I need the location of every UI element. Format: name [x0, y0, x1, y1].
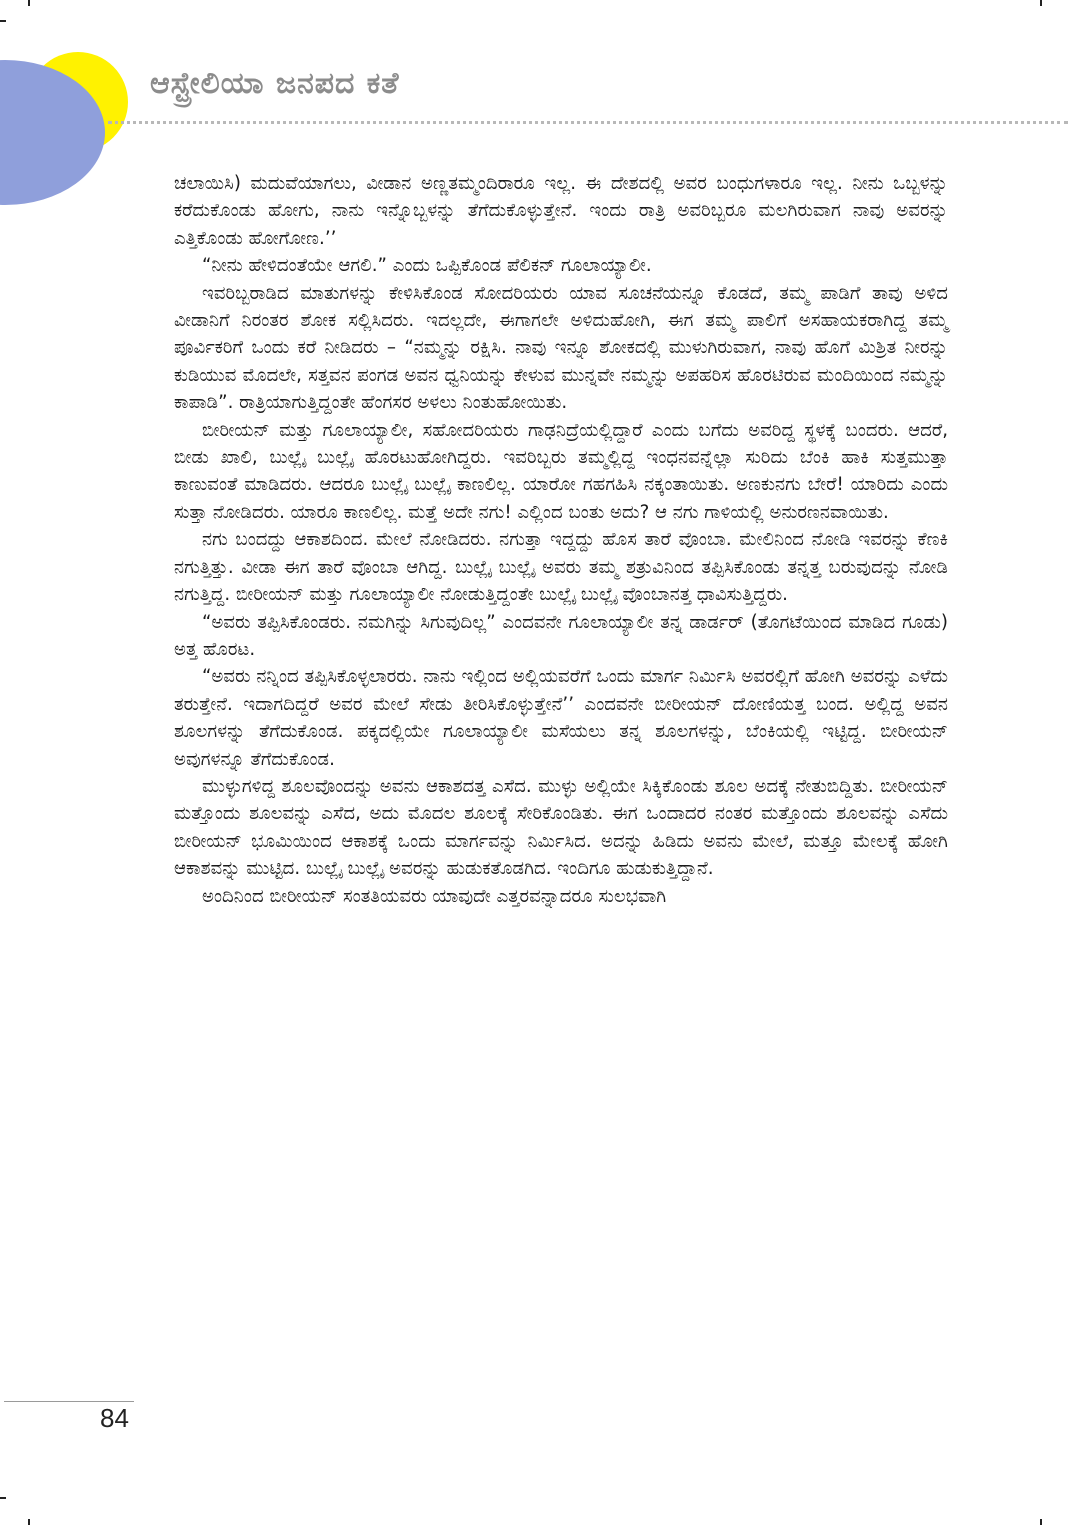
running-header-title: ಆಸ್ಟ್ರೇಲಿಯಾ ಜನಪದ ಕತೆ: [150, 66, 400, 101]
paragraph-5: ನಗು ಬಂದದ್ದು ಆಕಾಶದಿಂದ. ಮೇಲೆ ನೋಡಿದರು. ನಗುತ್ತಾ ಇದ್ದದ್ದು ಹೊಸ ತಾರೆ ವೊಂಬಾ. ಮೇಲಿನಿಂದ ನೋಡಿ ಇವರನ್ನು ಕೆಣಕಿ ನಗುತ್ತಿತ್ತು. ವೀಡಾ ಈಗ ತಾರೆ ವೊಂಬಾ ಆಗಿದ್ದ. ಬುಲ್ಲೈ ಬುಲ್ಲೈ ಅವರು ತಮ್ಮ ಶತ್ರುವಿನಿಂದ ತಪ್ಪಿಸಿಕೊಂಡು ತನ್ನತ್ತ ಬರುವುದನ್ನು ನೋಡಿ ನಗುತ್ತಿದ್ದ. ಬೀರೀಯನ್ ಮತ್ತು ಗೂಲಾಯ್ಯಾಲೀ ನೋಡುತ್ತಿದ್ದಂತೇ ಬುಲ್ಲೈ ಬುಲ್ಲೈ ವೊಂಬಾನತ್ತ ಧಾವಿಸುತ್ತಿದ್ದರು.: [174, 529, 948, 606]
body-text: [174, 170, 948, 910]
header-dotted-rule: [108, 121, 1068, 124]
paragraph-4: ಬೀರೀಯನ್ ಮತ್ತು ಗೂಲಾಯ್ಯಾಲೀ, ಸಹೋದರಿಯರು ಗಾಢನಿದ್ರೆಯಲ್ಲಿದ್ದಾರೆ ಎಂದು ಬಗೆದು ಅವರಿದ್ದ ಸ್ಥಳಕ್ಕೆ ಬಂದರು. ಆದರೆ, ಬೀಡು ಖಾಲಿ, ಬುಲ್ಲೈ ಬುಲ್ಲೈ ಹೊರಟುಹೋಗಿದ್ದರು. ಇವರಿಬ್ಬರು ತಮ್ಮಲ್ಲಿದ್ದ ಇಂಧನವನ್ನೆಲ್ಲಾ ಸುರಿದು ಬೆಂಕಿ ಹಾಕಿ ಸುತ್ತಮುತ್ತಾ ಕಾಣುವಂತೆ ಮಾಡಿದರು. ಆದರೂ ಬುಲ್ಲೈ ಬುಲ್ಲೈ ಕಾಣಲಿಲ್ಲ. ಯಾರೋ ಗಹಗಹಿಸಿ ನಕ್ಕಂತಾಯಿತು. ಅಣಕುನಗು ಬೇರೆ! ಯಾರಿದು ಎಂದು ಸುತ್ತಾ ನೋಡಿದರು. ಯಾರೂ ಕಾಣಲಿಲ್ಲ. ಮತ್ತೆ ಅದೇ ನಗು! ಎಲ್ಲಿಂದ ಬಂತು ಅದು? ಆ ನಗು ಗಾಳಿಯಲ್ಲಿ ಅನುರಣನವಾಯಿತು.: [174, 419, 949, 523]
crop-mark-top-right: [1040, 0, 1042, 6]
paragraph-3: ಇವರಿಬ್ಬರಾಡಿದ ಮಾತುಗಳನ್ನು ಕೇಳಿಸಿಕೊಂಡ ಸೋದರಿಯರು ಯಾವ ಸೂಚನೆಯನ್ನೂ ಕೊಡದೆ, ತಮ್ಮ ಪಾಡಿಗೆ ತಾವು ಅಳಿದ ವೀಡಾನಿಗೆ ನಿರಂತರ ಶೋಕ ಸಲ್ಲಿಸಿದರು. ಇದಲ್ಲದೇ, ಈಗಾಗಲೇ ಅಳಿದುಹೋಗಿ, ಈಗ ತಮ್ಮ ಪಾಲಿಗೆ ಅಸಹಾಯಕರಾಗಿದ್ದ ತಮ್ಮ ಪೂರ್ವಿಕರಿಗೆ ಒಂದು ಕರೆ ನೀಡಿದರು – “ನಮ್ಮನ್ನು ರಕ್ಷಿಸಿ. ನಾವು ಇನ್ನೂ ಶೋಕದಲ್ಲಿ ಮುಳುಗಿರುವಾಗ, ನಾವು ಹೊಗೆ ಮಿಶ್ರಿತ ನೀರನ್ನು ಕುಡಿಯುವ ಮೊದಲೇ, ಸತ್ತವನ ಪಂಗಡ ಅವನ ಧ್ವನಿಯನ್ನು ಕೇಳುವ ಮುನ್ನವೇ ನಮ್ಮನ್ನು ಅಪಹರಿಸ ಹೊರಟಿರುವ ಮಂದಿಯಿಂದ ನಮ್ಮನ್ನು ಕಾಪಾಡಿ”. ರಾತ್ರಿಯಾಗುತ್ತಿದ್ದಂತೇ ಹೆಂಗಸರ ಅಳಲು ನಿಂತುಹೋಯಿತು.: [174, 282, 948, 414]
crop-mark-left-lower: [0, 1497, 6, 1499]
crop-mark-bottom-right: [1040, 1519, 1042, 1525]
paragraph-9: ಅಂದಿನಿಂದ ಬೀರೀಯನ್ ಸಂತತಿಯವರು ಯಾವುದೇ ಎತ್ತರವನ್ನಾದರೂ ಸುಲಭವಾಗಿ: [202, 885, 667, 907]
paragraph-6: “ಅವರು ತಪ್ಪಿಸಿಕೊಂಡರು. ನಮಗಿನ್ನು ಸಿಗುವುದಿಲ್ಲ” ಎಂದವನೇ ಗೂಲಾಯ್ಯಾಲೀ ತನ್ನ ಡಾರ್ಡರ್ (ತೊಗಟೆಯಿಂದ ಮಾಡಿದ ಗೂಡು) ಅತ್ತ ಹೊರಟ.: [174, 611, 948, 660]
crop-mark-left-upper: [0, 20, 6, 22]
crop-mark-top-left: [28, 0, 30, 6]
footer-rule: [4, 1401, 134, 1402]
paragraph-8: ಮುಳ್ಳುಗಳಿದ್ದ ಶೂಲವೊಂದನ್ನು ಅವನು ಆಕಾಶದತ್ತ ಎಸೆದ. ಮುಳ್ಳು ಅಲ್ಲಿಯೇ ಸಿಕ್ಕಿಕೊಂಡು ಶೂಲ ಅದಕ್ಕೆ ನೇತುಬಿದ್ದಿತು. ಬೀರೀಯನ್ ಮತ್ತೊಂದು ಶೂಲವನ್ನು ಎಸೆದ, ಅದು ಮೊದಲ ಶೂಲಕ್ಕೆ ಸೇರಿಕೊಂಡಿತು. ಈಗ ಒಂದಾದರ ನಂತರ ಮತ್ತೊಂದು ಶೂಲವನ್ನು ಎಸೆದು ಬೀರೀಯನ್ ಭೂಮಿಯಿಂದ ಆಕಾಶಕ್ಕೆ ಒಂದು ಮಾರ್ಗವನ್ನು ನಿರ್ಮಿಸಿದ. ಅದನ್ನು ಹಿಡಿದು ಅವನು ಮೇಲೆ, ಮತ್ತೂ ಮೇಲಕ್ಕೆ ಹೋಗಿ ಆಕಾಶವನ್ನು ಮುಟ್ಟಿದ. ಬುಲ್ಲೈ ಬುಲ್ಲೈ ಅವರನ್ನು ಹುಡುಕತೊಡಗಿದ. ಇಂದಿಗೂ ಹುಡುಕುತ್ತಿದ್ದಾನೆ.: [174, 775, 948, 880]
paragraph-2: “ನೀನು ಹೇಳಿದಂತೆಯೇ ಆಗಲಿ.” ಎಂದು ಒಪ್ಪಿಕೊಂಡ ಪೆಲಿಕನ್ ಗೂಲಾಯ್ಯಾಲೀ.: [202, 255, 652, 277]
crop-mark-bottom-left: [28, 1519, 30, 1525]
paragraph-7: “ಅವರು ನನ್ನಿಂದ ತಪ್ಪಿಸಿಕೊಳ್ಳಲಾರರು. ನಾನು ಇಲ್ಲಿಂದ ಅಲ್ಲಿಯವರೆಗೆ ಒಂದು ಮಾರ್ಗ ನಿರ್ಮಿಸಿ ಅವರಲ್ಲಿಗೆ ಹೋಗಿ ಅವರನ್ನು ಎಳೆದು ತರುತ್ತೇನೆ. ಇದಾಗದಿದ್ದರೆ ಅವರ ಮೇಲೆ ಸೇಡು ತೀರಿಸಿಕೊಳ್ಳುತ್ತೇನೆ’’ ಎಂದವನೇ ಬೀರೀಯನ್ ದೋಣಿಯತ್ತ ಬಂದ. ಅಲ್ಲಿದ್ದ ಅವನ ಶೂಲಗಳನ್ನು ತೆಗೆದುಕೊಂಡ. ಪಕ್ಕದಲ್ಲಿಯೇ ಗೂಲಾಯ್ಯಾಲೀ ಮಸೆಯಲು ತನ್ನ ಶೂಲಗಳನ್ನು, ಬೆಂಕಿಯಲ್ಲಿ ಇಟ್ಟಿದ್ದ. ಬೀರೀಯನ್ ಅವುಗಳನ್ನೂ ತೆಗೆದುಕೊಂಡ.: [174, 666, 948, 770]
page-number: 84: [100, 1403, 129, 1433]
paragraph-1: ಚಲಾಯಿಸಿ) ಮದುವೆಯಾಗಲು, ವೀಡಾನ ಅಣ್ಣತಮ್ಮಂದಿರಾರೂ ಇಲ್ಲ. ಈ ದೇಶದಲ್ಲಿ ಅವರ ಬಂಧುಗಳಾರೂ ಇಲ್ಲ. ನೀನು ಒಬ್ಬಳನ್ನು ಕರೆದುಕೊಂಡು ಹೋಗು, ನಾನು ಇನ್ನೊಬ್ಬಳನ್ನು ತೆಗೆದುಕೊಳ್ಳುತ್ತೇನೆ. ಇಂದು ರಾತ್ರಿ ಅವರಿಬ್ಬರೂ ಮಲಗಿರುವಾಗ ನಾವು ಅವರನ್ನು ಎತ್ತಿಕೊಂಡು ಹೋಗೋಣ.’’: [174, 173, 948, 249]
